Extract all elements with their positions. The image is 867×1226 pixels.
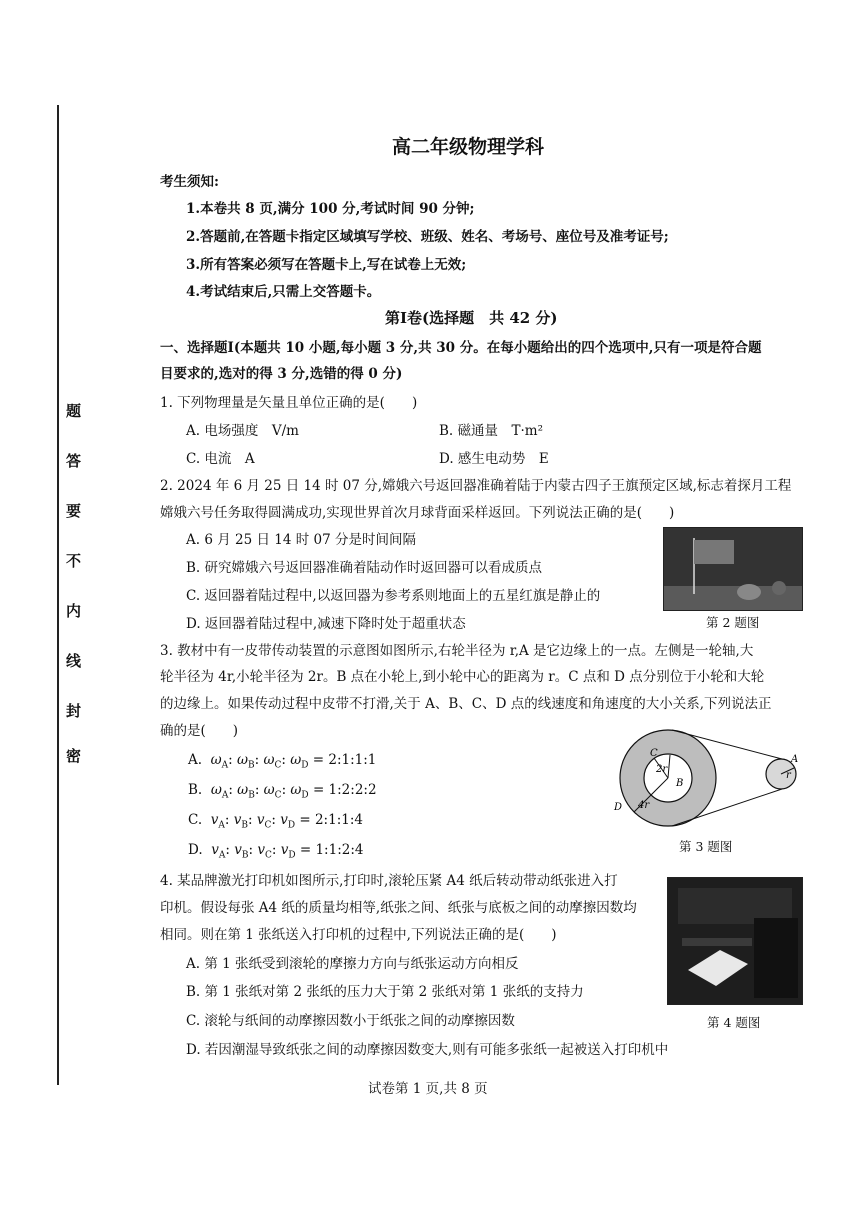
notice-item: 2.答题前,在答题卡指定区域填写学校、班级、姓名、考场号、座位号及准考证号; [186,229,669,245]
binding-char: 题 [66,402,82,420]
label-4r: 4r [638,800,650,811]
binding-margin-text [66,400,90,765]
q1-option-d: D. 感生电动势 E [439,451,549,467]
section-title: 第Ⅰ卷(选择题 共 42 分) [385,309,558,327]
question-3-stem: 的边缘上。如果传动过程中皮带不打滑,关于 A、B、C、D 点的线速度和角速度的大小关系,下列说法正 [160,696,772,712]
q3-caption: 第 3 题图 [679,839,733,854]
part-instructions: 一、选择题Ⅰ(本题共 10 小题,每小题 3 分,共 30 分。在每小题给出的四个选项中,只有一项是符合题 [160,340,762,356]
laser-printer-photo-icon [668,878,802,1004]
q2-option-b: B. 研究嫦娥六号返回器准确着陆动作时返回器可以看成质点 [186,560,543,576]
label-a: A [791,754,799,765]
q2-photo [663,527,803,611]
q2-caption: 第 2 题图 [706,615,760,630]
q4-photo [667,877,803,1005]
label-b: B [676,778,684,789]
notice-item: 4.考试结束后,只需上交答题卡。 [186,284,381,300]
q4-caption: 第 4 题图 [707,1015,761,1030]
question-4-stem: 相同。则在第 1 张纸送入打印机的过程中,下列说法正确的是( ) [160,927,557,943]
binding-char: 封 [66,702,82,720]
belt-drive-diagram [606,728,806,830]
binding-char: 答 [66,452,82,470]
label-d: D [614,802,623,813]
binding-char: 不 [66,552,82,570]
binding-char: 要 [66,502,82,520]
q4-option-d: D. 若因潮湿导致纸张之间的动摩擦因数变大,则有可能多张纸一起被送入打印机中 [186,1042,669,1058]
question-4-stem: 4. 某品牌激光打印机如图所示,打印时,滚轮压紧 A4 纸后转动带动纸张进入打 [160,873,618,889]
notice-heading: 考生须知: [160,174,219,190]
q2-option-d: D. 返回器着陆过程中,减速下降时处于超重状态 [186,616,466,632]
label-r: r [786,770,791,781]
question-3-stem: 轮半径为 4r,小轮半径为 2r。B 点在小轮上,到小轮中心的距离为 r。C 点和 D 点分别位于小轮和大轮 [160,669,765,685]
q3-option-b: B. $\omega_A$: $\omega_B$: $\omega_C$: $\omega_D$ = 1:2:2:2 [188,782,377,801]
q3-option-c: C. $v_A$: $v_B$: $v_C$: $v_D$ = 2:1:1:4 [188,812,363,831]
page-title: 高二年级物理学科 [392,136,545,158]
label-2r: 2r [656,764,668,775]
notice-item: 3.所有答案必须写在答题卡上,写在试卷上无效; [186,257,467,273]
notice-item: 1.本卷共 8 页,满分 100 分,考试时间 90 分钟; [186,201,475,217]
question-2-stem: 嫦娥六号任务取得圆满成功,实现世界首次月球背面采样返回。下列说法正确的是( ) [160,505,675,521]
binding-char: 密 [66,747,82,765]
q1-option-b: B. 磁通量 T·m² [439,423,544,439]
q2-option-a: A. 6 月 25 日 14 时 07 分是时间间隔 [186,532,416,548]
q4-option-c: C. 滚轮与纸间的动摩擦因数小于纸张之间的动摩擦因数 [186,1013,515,1029]
page-footer: 试卷第 1 页,共 8 页 [368,1081,488,1097]
q4-option-b: B. 第 1 张纸对第 2 张纸的压力大于第 2 张纸对第 1 张纸的支持力 [186,984,584,1000]
question-3-stem: 确的是( ) [160,723,239,739]
binding-char: 内 [66,602,82,620]
question-3-stem: 3. 教材中有一皮带传动装置的示意图如图所示,右轮半径为 r,A 是它边缘上的一点。左侧是一轮轴,大 [160,643,754,659]
q1-option-c: C. 电流 A [186,451,255,467]
binding-line [57,105,59,1085]
question-4-stem: 印机。假设每张 A4 纸的质量均相等,纸张之间、纸张与底板之间的动摩擦因数均 [160,900,637,916]
q4-option-a: A. 第 1 张纸受到滚轮的摩擦力方向与纸张运动方向相反 [186,956,519,972]
label-c: C [650,748,658,759]
q3-option-d: D. $v_A$: $v_B$: $v_C$: $v_D$ = 1:1:2:4 [188,842,364,861]
flag-landing-photo-icon [664,528,802,610]
question-1-stem: 1. 下列物理量是矢量且单位正确的是( ) [160,395,418,411]
part-instructions: 目要求的,选对的得 3 分,选错的得 0 分) [160,366,403,382]
q2-option-c: C. 返回器着陆过程中,以返回器为参考系则地面上的五星红旗是静止的 [186,588,601,604]
question-2-stem: 2. 2024 年 6 月 25 日 14 时 07 分,嫦娥六号返回器准确着陆于内蒙古四子王旗预定区域,标志着探月工程 [160,478,792,494]
q1-option-a: A. 电场强度 V/m [186,423,299,439]
q3-option-a: A. $\omega_A$: $\omega_B$: $\omega_C$: $\omega_D$ = 2:1:1:1 [188,752,377,771]
binding-char: 线 [66,652,82,670]
